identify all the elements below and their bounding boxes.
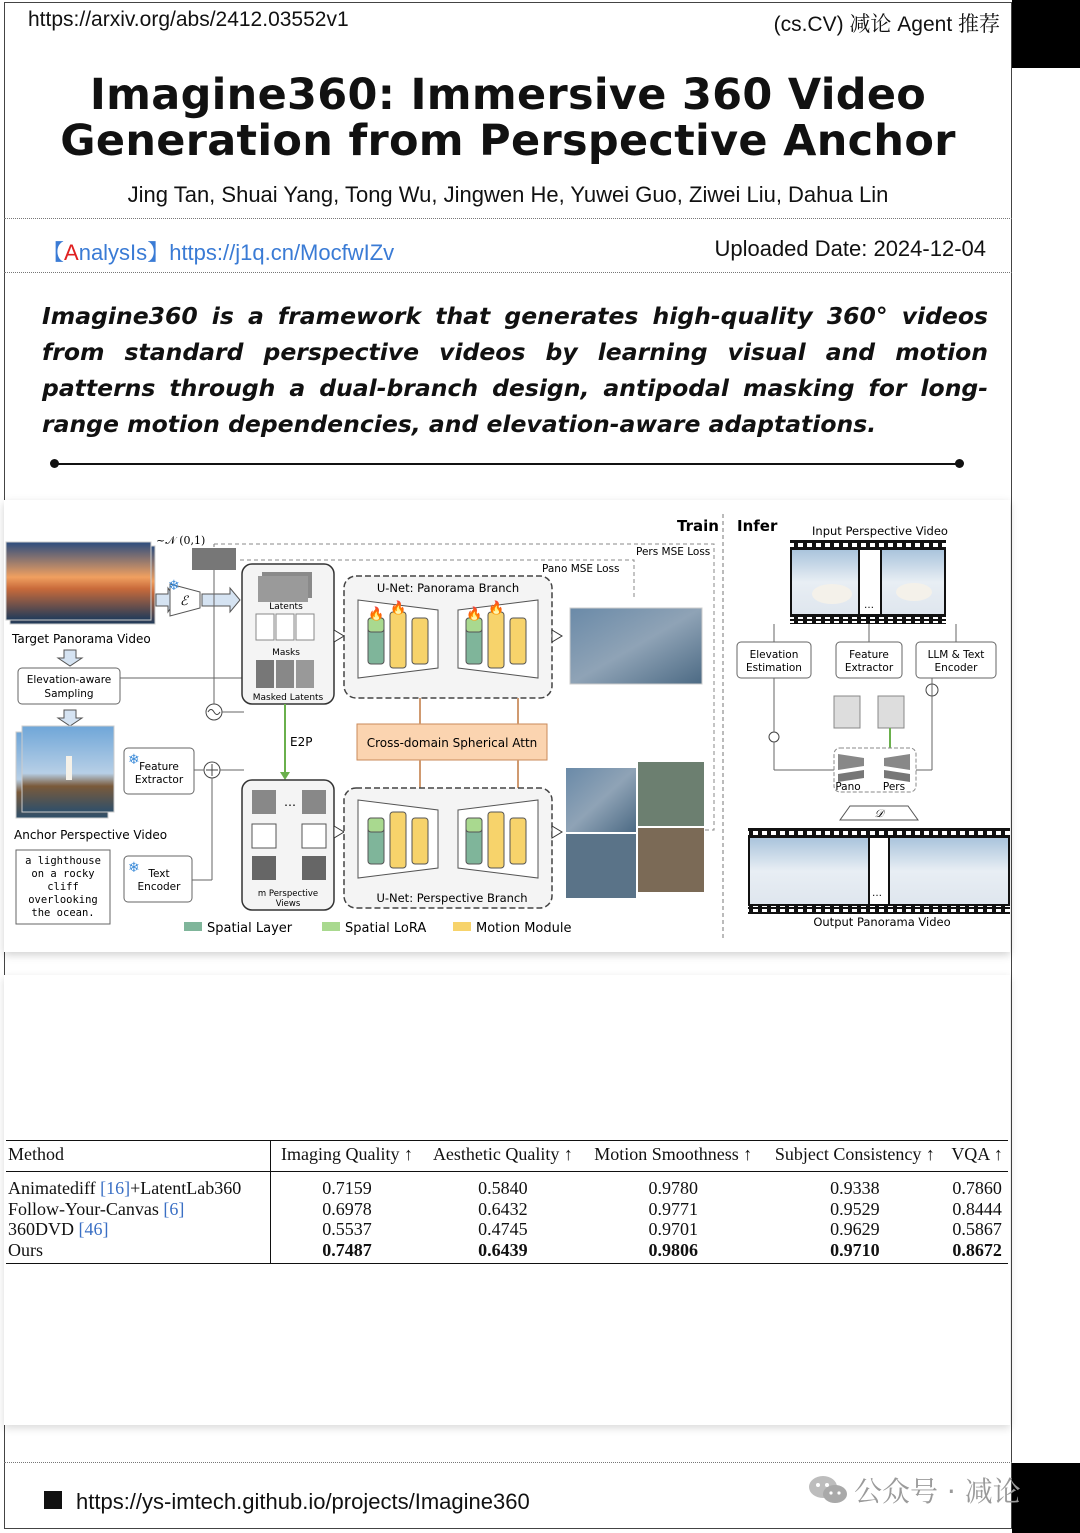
llm-text-encoder-l2: Encoder: [934, 662, 978, 674]
table-row: [6, 1219, 1008, 1240]
input-perspective-label: Input Perspective Video: [812, 524, 948, 538]
method-cell: Follow-Your-Canvas [6]: [6, 1199, 271, 1220]
value-cell: 0.6439: [423, 1240, 583, 1264]
header-cell: Aesthetic Quality ↑: [423, 1141, 583, 1172]
pers-mse-loss: Pers MSE Loss: [636, 546, 711, 558]
analysis-link[interactable]: 【AnalysIs】https://j1q.cn/MocfwIZv: [42, 240, 395, 265]
uploaded-date: Uploaded Date: 2024-12-04: [714, 236, 986, 261]
svg-text:…: …: [864, 600, 874, 611]
value-cell: 0.5537: [322, 1219, 372, 1239]
divider: [4, 272, 1012, 273]
svg-text:🔥: 🔥: [488, 601, 505, 616]
value-cell: 0.4745: [478, 1219, 528, 1239]
svg-text:❄: ❄: [168, 578, 180, 594]
pano-label: Pano: [835, 781, 861, 793]
header-cell: Motion Smoothness ↑: [583, 1141, 763, 1172]
paper-title: Imagine360: Immersive 360 Video Generation from Perspective Anchor: [60, 70, 956, 166]
infer-feature-extractor-l2: Extractor: [844, 662, 894, 674]
anchor-perspective-label: Anchor Perspective Video: [14, 828, 168, 842]
infer-label: Infer: [737, 517, 778, 535]
divider: [4, 1462, 1012, 1463]
pano-mse-loss: Pano MSE Loss: [542, 563, 620, 575]
rule-dot: [955, 459, 964, 468]
method-cell: 360DVD [46]: [6, 1219, 271, 1240]
output-panorama-label: Output Panorama Video: [813, 915, 951, 929]
cross-attn-label: Cross-domain Spherical Attn: [366, 736, 538, 750]
table-header-row: [6, 1141, 1008, 1172]
value-cell: 0.9771: [648, 1198, 699, 1219]
masked-latents-label: Masked Latents: [252, 693, 324, 703]
value-cell: 0.9629: [830, 1219, 880, 1239]
separator-rule: [54, 463, 960, 465]
corner-block-bottom: [1012, 1463, 1080, 1533]
llm-text-encoder-l1: LLM & Text: [927, 649, 985, 661]
text-encoder-l2: Encoder: [137, 881, 181, 893]
elevation-sampling-l1: Elevation-aware: [26, 674, 112, 686]
method-cell: Animatediff [16]+LatentLab360: [6, 1172, 271, 1199]
decoder-symbol: 𝒟: [874, 807, 884, 820]
unet-pano-label: U-Net: Panorama Branch: [376, 581, 520, 595]
value-cell: 0.6978: [322, 1198, 372, 1219]
project-link[interactable]: https://ys-imtech.github.io/projects/Imagine360: [76, 1489, 530, 1514]
encoder-symbol: ℰ: [180, 594, 188, 609]
legend-spatial-lora: Spatial LoRA: [345, 921, 427, 936]
infer-feature-extractor-l1: Feature: [849, 649, 889, 661]
arxiv-link[interactable]: https://arxiv.org/abs/2412.03552v1: [28, 8, 349, 31]
svg-text:🔥: 🔥: [466, 607, 483, 622]
prompt-line: on a rocky: [31, 868, 95, 880]
table-row: [6, 1199, 1008, 1220]
prompt-line: cliff: [47, 881, 79, 893]
elevation-estimation-l1: Elevation: [749, 649, 799, 661]
prompt-line: overlooking: [28, 894, 98, 906]
wechat-icon: [808, 1474, 848, 1513]
prompt-line: the ocean.: [31, 907, 95, 919]
value-cell: 0.6432: [478, 1198, 528, 1219]
noise-label: ~𝒩 (0,1): [156, 534, 206, 547]
header-cell: Imaging Quality ↑: [271, 1141, 423, 1172]
method-figure: [4, 500, 1010, 952]
unet-pers-label: U-Net: Perspective Branch: [376, 891, 528, 905]
table-row: [6, 1240, 1008, 1264]
value-cell: 0.5840: [478, 1178, 528, 1198]
train-label: Train: [677, 517, 719, 535]
text-encoder-l1: Text: [148, 868, 170, 880]
rule-dot: [50, 459, 59, 468]
value-cell: 0.9338: [830, 1178, 880, 1198]
e2p-label: E2P: [290, 735, 313, 749]
category-label: (cs.CV) 减论 Agent 推荐: [773, 13, 1000, 36]
latents-label: Latents: [269, 602, 303, 612]
m-perspective-views-l1: m Perspective: [257, 889, 319, 899]
value-cell: 0.5867: [952, 1219, 1002, 1239]
feature-extractor-l2: Extractor: [134, 774, 184, 786]
value-cell: 0.9701: [648, 1219, 699, 1239]
elevation-sampling-l2: Sampling: [44, 688, 94, 700]
m-perspective-views-l2: Views: [275, 899, 301, 909]
elevation-estimation-l2: Estimation: [746, 662, 802, 674]
target-panorama-label: Target Panorama Video: [12, 632, 151, 646]
svg-text:…: …: [872, 888, 882, 899]
feature-extractor-l1: Feature: [139, 761, 179, 773]
svg-text:🔥: 🔥: [390, 601, 407, 616]
header-cell: Subject Consistency ↑: [764, 1141, 947, 1172]
svg-text:🔥: 🔥: [368, 607, 385, 622]
abstract: Imagine360 is a framework that generates high-quality 360° videos from standard perspective videos by learning visual and motion patterns through a dual-branch design, antipodal masking for long-range motion dependencies, and elevation-aware adaptations.: [42, 302, 988, 438]
value-cell: 0.9710: [764, 1240, 947, 1264]
svg-text:❄: ❄: [128, 860, 140, 876]
value-cell: 0.8672: [946, 1240, 1008, 1264]
value-cell: 0.8444: [952, 1198, 1002, 1219]
legend-motion-module: Motion Module: [476, 921, 572, 936]
corner-block-top: [1012, 0, 1080, 68]
value-cell: 0.7860: [952, 1178, 1002, 1198]
header-cell: VQA ↑: [946, 1141, 1008, 1172]
bullet-square: [44, 1491, 62, 1509]
value-cell: 0.7159: [322, 1178, 372, 1198]
value-cell: 0.7487: [271, 1240, 423, 1264]
paper-authors: Jing Tan, Shuai Yang, Tong Wu, Jingwen He, Yuwei Guo, Ziwei Liu, Dahua Lin: [127, 182, 889, 207]
prompt-line: a lighthouse: [25, 855, 101, 867]
watermark: 公众号 · 减论: [808, 1470, 1021, 1513]
results-table: [6, 1140, 1008, 1264]
value-cell: 0.9780: [648, 1178, 699, 1198]
legend-spatial-layer: Spatial Layer: [207, 921, 293, 936]
value-cell: 0.9806: [583, 1240, 763, 1264]
pers-label: Pers: [882, 781, 906, 793]
masks-label: Masks: [272, 648, 300, 658]
table-row: [6, 1172, 1008, 1199]
header-cell: Method: [6, 1141, 271, 1172]
method-cell: Ours: [6, 1240, 271, 1264]
svg-text:❄: ❄: [128, 752, 140, 768]
svg-text:…: …: [284, 795, 296, 809]
value-cell: 0.9529: [830, 1198, 880, 1219]
divider: [4, 218, 1012, 219]
